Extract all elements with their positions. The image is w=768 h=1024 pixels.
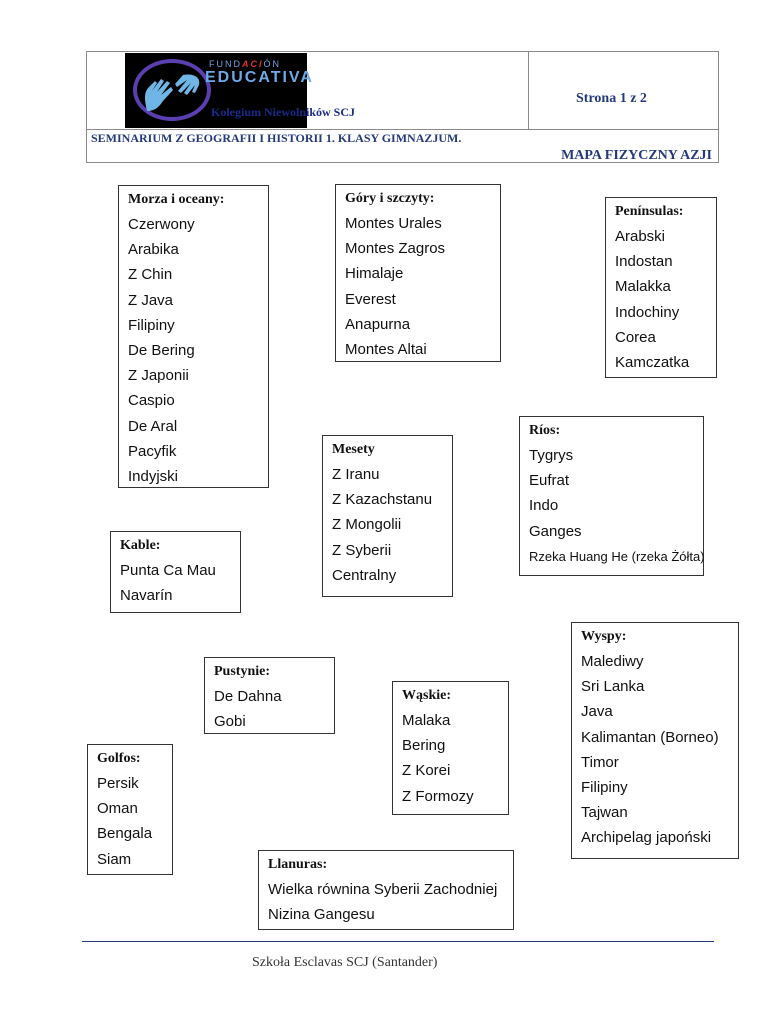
list-item: Filipiny [581,779,628,797]
straits-title: Wąskie: [402,688,451,703]
list-item: Corea [615,328,656,346]
gulfs-title: Golfos: [97,751,141,766]
list-item: De Dahna [214,688,282,705]
peninsulas-box [605,197,717,378]
plateaus-title: Mesety [332,442,375,457]
footer-text: Szkoła Esclavas SCJ (Santander) [252,955,438,970]
list-item: Z Syberii [332,541,392,559]
logo-text-educativa: EDUCATIVA [205,69,314,86]
list-item: Indochiny [615,303,680,321]
hands-icon [139,67,209,117]
list-item: Gobi [214,713,246,731]
peninsulas-title: Península​s: [615,204,684,219]
list-item: Indostan [615,253,673,271]
list-item: Rzeka Huang He (rzeka Żółta) [529,548,705,564]
list-item: Caspio [128,392,175,410]
plateaus-box [322,435,453,597]
logo-text-fundacion: FUNDACIÓN [209,59,281,69]
list-item: Kamczatka [615,354,690,372]
list-item: Czerwony [128,216,195,233]
list-item: Filipiny [128,316,175,334]
list-item: Montes Urales [345,215,442,232]
deserts-box [204,657,335,734]
list-item: Z Kazachstanu [332,491,433,509]
list-item: Arabika [128,241,179,259]
list-item: Ganges [529,522,582,540]
seas-box [118,185,269,488]
list-item: Montes Altai [345,341,427,359]
list-item: Z Korei [402,762,451,780]
list-item: Malaka [402,712,451,729]
capes-title: Kable: [120,538,161,553]
deserts-title: Pustynie: [214,664,270,679]
islands-box [571,622,739,859]
seas-title: Morza i oceany: [128,192,225,207]
list-item: Z Mongolii [332,516,402,534]
straits-box [392,681,509,815]
list-item: Tygrys [529,447,574,464]
list-item: De Bering [128,342,195,360]
rivers-title: Ríos: [529,423,561,438]
list-item: Bengala [97,825,153,843]
plains-title: Llanuras: [268,857,328,872]
header-divider-horizontal [87,129,718,130]
mountains-title: Góry i szczyty: [345,191,435,206]
gulfs-box [87,744,173,875]
list-item: Persik [97,775,139,792]
list-item: Nizina Gangesu [268,906,375,924]
list-item: Z Chin [128,266,173,284]
header-divider-vertical [528,52,529,129]
list-item: Sri Lanka [581,678,645,696]
capes-box [110,531,241,613]
list-item: Eufrat [529,472,570,490]
logo-text-college: Kolegium Niewolników SCJ [211,105,356,119]
list-item: Himalaje [345,265,404,283]
page-number: Strona 1 z 2 [576,91,647,106]
list-item: Montes Zagros [345,240,446,258]
list-item: Pacyfik [128,442,177,460]
list-item: Indyjski [128,468,179,486]
logo [125,53,356,128]
list-item: Punta Ca Mau [120,562,216,579]
list-item: Anapurna [345,315,411,333]
islands-title: Wyspy: [581,629,627,644]
list-item: Z Formozy [402,787,474,805]
plains-box [258,850,514,930]
list-item: Bering [402,737,446,755]
list-item: De Aral [128,417,178,435]
header-table [86,51,719,163]
list-item: Malakka [615,278,671,296]
list-item: Wielka równina Syberii Zachodniej [268,881,498,898]
list-item: Java [581,703,613,721]
list-item: Siam [97,850,132,868]
rivers-box [519,416,704,576]
list-item: Everest [345,290,396,308]
seminar-title: SEMINARIUM Z GEOGRAFII I HISTORII 1. KLASY GIMNAZJUM. [91,131,462,145]
list-item: Z Java [128,291,174,309]
list-item: Centralny [332,566,397,584]
list-item: Timor [581,753,619,771]
list-item: Indo [529,497,559,515]
footer-divider [82,941,714,942]
list-item: Malediwy [581,653,644,670]
list-item: Kalimantan (Borneo) [581,728,719,746]
list-item: Z Iranu [332,466,380,483]
list-item: Tajwan [581,804,628,822]
map-title: MAPA FIZYCZNY AZJI [561,148,712,163]
list-item: Z Japonii [128,367,189,385]
list-item: Oman [97,800,138,818]
list-item: Arabski [615,228,666,245]
list-item: Navarín [120,587,173,605]
mountains-box [335,184,501,362]
list-item: Archipelag japoński [581,829,712,847]
